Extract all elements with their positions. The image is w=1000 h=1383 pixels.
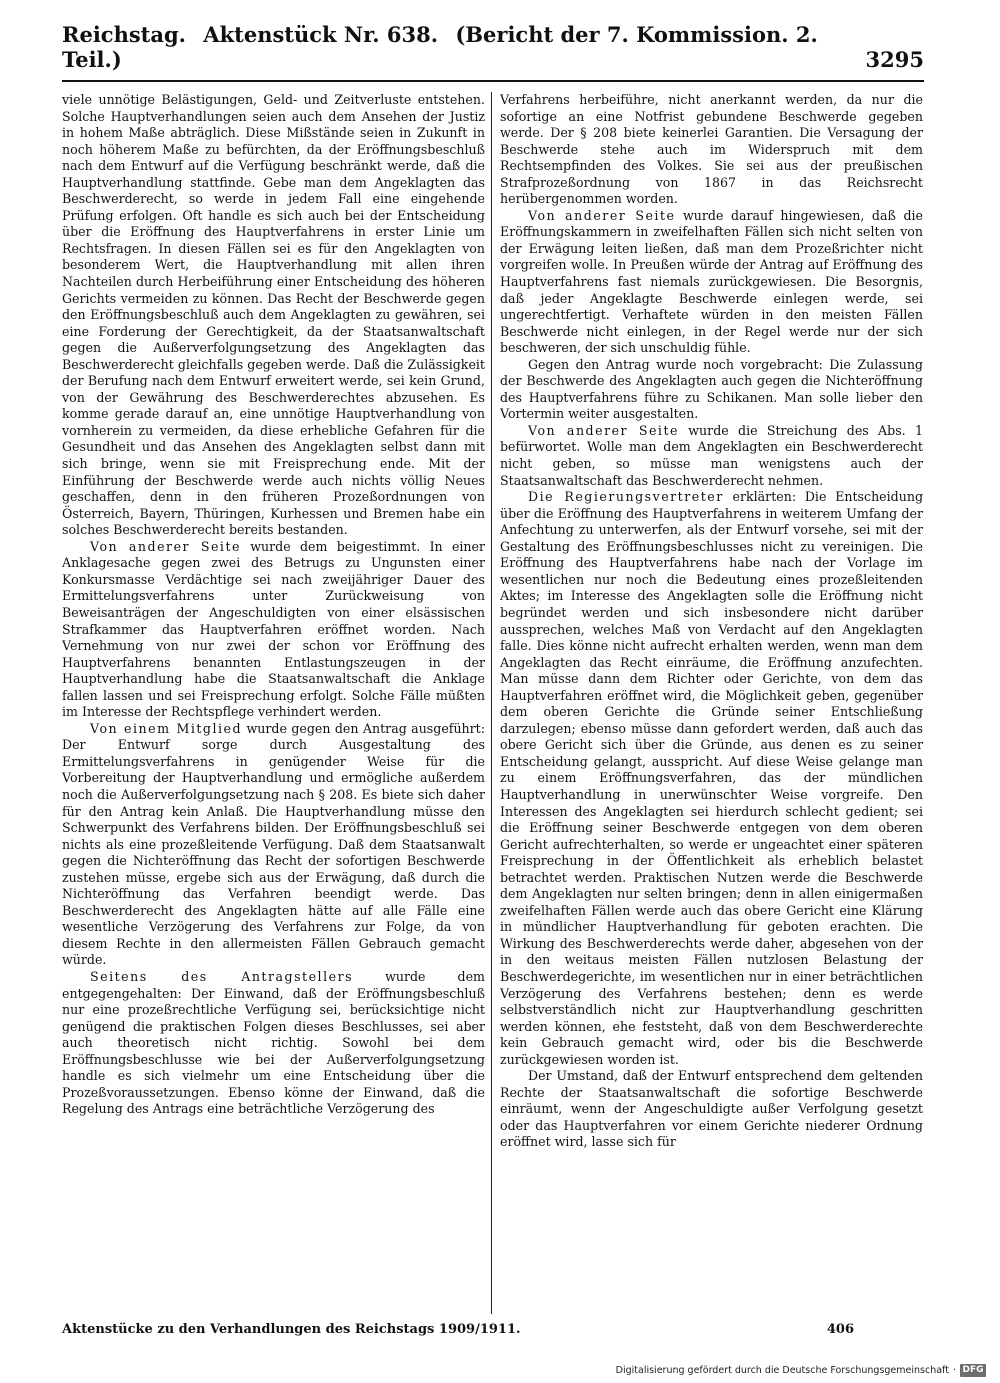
paragraph — [500, 208, 923, 357]
paragraph — [500, 357, 923, 423]
paragraph-text: wurde die Streichung des Abs. 1 befürwortet. Wolle man dem Angeklagten ein Beschwerderecht nicht geben, so müsse man wenigstens auch der Staatsanwaltschaft das Beschwerderecht nehmen. — [500, 422, 923, 488]
paragraph — [62, 721, 485, 969]
paragraph-lead: Die Regierungsvertreter — [528, 489, 724, 505]
paragraph-text: wurde dem beigestimmt. In einer Anklagesache gegen zwei des Betrugs zu Ungunsten einer Konkursmasse Verdächtige sei nach zweijähriger Dauer des Ermittelungsverfahrens unter Zurückweisung von Beweisanträgen der Angeschuldigten von einer elsässischen Strafkammer das Hauptverfahren eröffnet worden. Nach Vernehmung von nur zwei der schon vor Eröffnung des Hauptverfahrens benannten Entlastungszeugen in der Hauptverhandlung habe die Staatsanwaltschaft die Anklage fallen lassen und sei Freisprechung erfolgt. Solche Fälle müßten im Interesse der Rechtspflege verhindert werden. — [62, 538, 485, 720]
header-title-part: (Bericht der 7. Kommission. 2. Teil.) — [62, 22, 818, 72]
paragraph-lead: Seitens des Antragstellers — [90, 968, 354, 984]
footer-source: Aktenstücke zu den Verhandlungen des Reichstags 1909/1911. — [62, 1322, 521, 1337]
paragraph-text: Der Umstand, daß der Entwurf entsprechend dem geltenden Rechte der Staatsanwaltschaft die sofortige Beschwerde einräumt, wenn der Angeschuldigte außer Verfolgung gesetzt oder das Hauptverfahren vor einem Gerichte niederer Ordnung eröffnet wird, lasse sich für — [500, 1068, 923, 1150]
paragraph-text: Verfahrens herbeiführe, nicht anerkannt werden, da nur die sofortige an eine Notfrist gebundene Beschwerde gegeben werde. Der § 208 biete keinerlei Garantien. Die Versagung der Beschwerde stehe auch im Widerspruch mit dem Rechtsempfinden des Volkes. Sie sei aus der preußischen Strafprozeßordnung von 1867 in das Reichsrecht herübergenommen worden. — [500, 92, 923, 207]
left-column — [62, 92, 485, 1314]
paragraph — [62, 92, 485, 539]
header-title-part: Reichstag. — [62, 22, 186, 47]
paragraph-lead: Von anderer Seite — [528, 422, 679, 438]
column-divider — [491, 92, 492, 1314]
digitization-text: Digitalisierung gefördert durch die Deutsche Forschungsgemeinschaft — [615, 1364, 949, 1376]
paragraph — [500, 489, 923, 1068]
paragraph — [500, 423, 923, 489]
right-column — [500, 92, 923, 1314]
paragraph-lead: Von einem Mitglied — [90, 720, 243, 736]
paragraph-lead: Von anderer Seite — [528, 207, 676, 223]
digitization-notice: Digitalisierung gefördert durch die Deutsche Forschungsgemeinschaft · DFG — [616, 1362, 986, 1378]
footer-page-number: 406 — [826, 1322, 854, 1337]
header-title-part: Aktenstück Nr. 638. — [203, 22, 439, 47]
header-page-number: 3295 — [865, 47, 924, 72]
paragraph-lead: Von anderer Seite — [90, 538, 241, 554]
paragraph-text: Gegen den Antrag wurde noch vorgebracht: Die Zulassung der Beschwerde des Angeklagten auch gegen die Nichteröffnung des Hauptverfahrens führe zu Schikanen. Man solle lieber den Vortermin weiter ausgestalten. — [500, 356, 923, 422]
header-title — [62, 22, 866, 72]
page-header — [62, 22, 924, 72]
paragraph — [500, 1068, 923, 1151]
paragraph — [62, 539, 485, 721]
paragraph-text: viele unnötige Belästigungen, Geld- und Zeitverluste entstehen. Solche Hauptverhandlungen seien auch dem Ansehen der Justiz in hohem Maße abträglich. Diese Mißstände seien in Zukunft in noch höherem Maße zu befürchten, da der Eröffnungsbeschluß nach dem Entwurf auf die Verfügung beschränkt werde, daß die Hauptverhandlung stattfinde. Gebe man dem Angeklagten das Beschwerderecht, so werde in jedem Fall eine eingehende Prüfung erfolgen. Oft handle es sich auch bei der Entscheidung über die Eröffnung des Hauptverfahrens in erster Linie um Rechtsfragen. In diesen Fällen sei es für den Angeklagten von besonderem Wert, die Hauptverhandlung mit allen ihren Nachteilen durch Herbeiführung einer Entscheidung des höheren Gerichts vermeiden zu können. Das Recht der Beschwerde gegen den Eröffnungsbeschluß auch dem Angeklagten zu gewähren, sei eine Forderung der Gerechtigkeit, da der Staatsanwaltschaft gegen die Außerverfolgungsetzung des Angeklagten das Beschwerderecht gleichfalls gegeben werde. Daß die Zulässigkeit der Berufung nach dem Entwurf erweitert werde, sei kein Grund, von der Gewährung des Beschwerderechtes abzusehen. Es komme gerade darauf an, eine unnötige Hauptverhandlung von vornherein zu vermeiden, da diese erhebliche Gefahren für die Gesundheit und das Ansehen des Angeklagten selbst dann mit sich bringe, wenn sie mit Freisprechung ende. Mit der Einführung der Beschwerde werde auch nichts völlig Neues geschaffen, denn in den früheren Prozeßordnungen von Österreich, Bayern, Thüringen, Kurhessen und Bremen habe ein solches Beschwerderecht bereits bestanden. — [62, 92, 485, 538]
dfg-logo: DFG — [960, 1364, 986, 1377]
paragraph-text: wurde darauf hingewiesen, daß die Eröffnungskammern in zweifelhaften Fällen sich nicht selten von der Erwägung leiten ließen, daß man dem Prozeßrichter nicht vorgreifen wolle. In Preußen würde der Antrag auf Eröffnung des Hauptverfahrens fast niemals zurückgewiesen. Die Besorgnis, daß jeder Angeklagte Beschwerde einlegen werde, sei ungerechtfertigt. Verhaftete würden in den meisten Fällen Beschwerde nicht einlegen, in der Regel werde nur der sich beschweren, der sich unschuldig fühle. — [500, 207, 923, 356]
page-footer — [62, 1322, 924, 1342]
paragraph-text: wurde gegen den Antrag ausgeführt: Der Entwurf sorge durch Ausgestaltung des Ermittelungsverfahrens in genügender Weise für die Vorbereitung der Hauptverhandlung und ermögliche außerdem noch die Außerverfolgungsetzung nach § 208. Es biete sich daher für den Antrag kein Anlaß. Die Hauptverhandlung müsse den Schwerpunkt des Verfahrens bilden. Der Eröffnungsbeschluß sei nichts als eine prozeßleitende Verfügung. Daß dem Staatsanwalt gegen die Nichteröffnung das Recht der sofortigen Beschwerde zustehen müsse, ergebe sich aus der Erwägung, daß durch die Nichteröffnung das Verfahren beendigt werde. Das Beschwerderecht des Angeklagten hätte auf alle Fälle eine wesentliche Verzögerung des Verfahrens zur Folge, da von diesem Rechte in den allermeisten Fällen Gebrauch gemacht würde. — [62, 720, 485, 968]
paragraph — [500, 92, 923, 208]
paragraph-text: wurde dem entgegengehalten: Der Einwand, daß der Eröffnungsbeschluß nur eine prozeßrechtliche Verfügung sei, berücksichtige nicht genügend die praktischen Folgen dieses Beschlusses, sei aber auch theoretisch nicht richtig. Sowohl bei dem Eröffnungsbeschlusse wie bei der Außerverfolgungsetzung handle es sich vielmehr um eine Entscheidung über die Prozeßvoraussetzungen. Ebenso könne der Einwand, daß die Regelung des Antrags eine beträchtliche Verzögerung des — [62, 968, 485, 1117]
header-rule — [62, 80, 924, 82]
paragraph — [62, 969, 485, 1118]
paragraph-text: erklärten: Die Entscheidung über die Eröffnung des Hauptverfahrens in weiterem Umfang der Anfechtung zu unterwerfen, als der Entwurf vorsehe, sei mit der Gestaltung des Eröffnungsbeschlusses nicht zu vereinigen. Die Eröffnung des Hauptverfahrens habe nach der Vorlage im wesentlichen nur noch die Bedeutung eines prozeßleitenden Aktes; im Interesse des Angeklagten solle die Eröffnung nicht begründet werden und sich insbesondere nicht darüber aussprechen, welches Maß von Verdacht auf den Angeklagten falle. Dies könne nicht aufrecht erhalten werden, wenn man dem Angeklagten das Recht einräume, die Eröffnung anzufechten. Man müsse dann dem Richter oder Gerichte, von dem das Hauptverfahren eröffnet wird, die Möglichkeit geben, gegenüber dem oberen Gerichte die Gründe seiner Entschließung darzulegen; ebenso müsse dann gefordert werden, daß auch das obere Gericht sich über die Gründe, aus denen es zu seiner Entscheidung gelangt, ausspricht. Auf diese Weise gelange man zu einem Eröffnungsverfahren, das der mündlichen Hauptverhandlung in unerwünschter Weise vorgreife. Den Interessen des Angeklagten sei hierdurch schlecht gedient; sei die Eröffnung seiner Beschwerde entgegen von dem oberen Gericht aufrechterhalten, so werde er ungeachtet einer späteren Freisprechung in der Öffentlichkeit als erheblich belastet betrachtet werden. Praktischen Nutzen werde die Beschwerde dem Angeklagten nur selten bringen; denn in allen einigermaßen zweifelhaften Fällen werde auch das obere Gericht eine Klärung in mündlicher Hauptverhandlung für geboten erachten. Die Wirkung des Beschwerderechts werde daher, abgesehen von der in den weitaus meisten Fällen nutzlosen Belastung der Beschwerdegerichte, im wesentlichen nur in einer beträchtlichen Verzögerung des Verfahrens bestehen; denn es werde selbstverständlich nicht zur Hauptverhandlung geschritten werden können, ehe feststeht, daß von dem Beschwerderechte kein Gebrauch gemacht wird, oder bis die Beschwerde zurückgewiesen worden ist. — [500, 489, 923, 1067]
